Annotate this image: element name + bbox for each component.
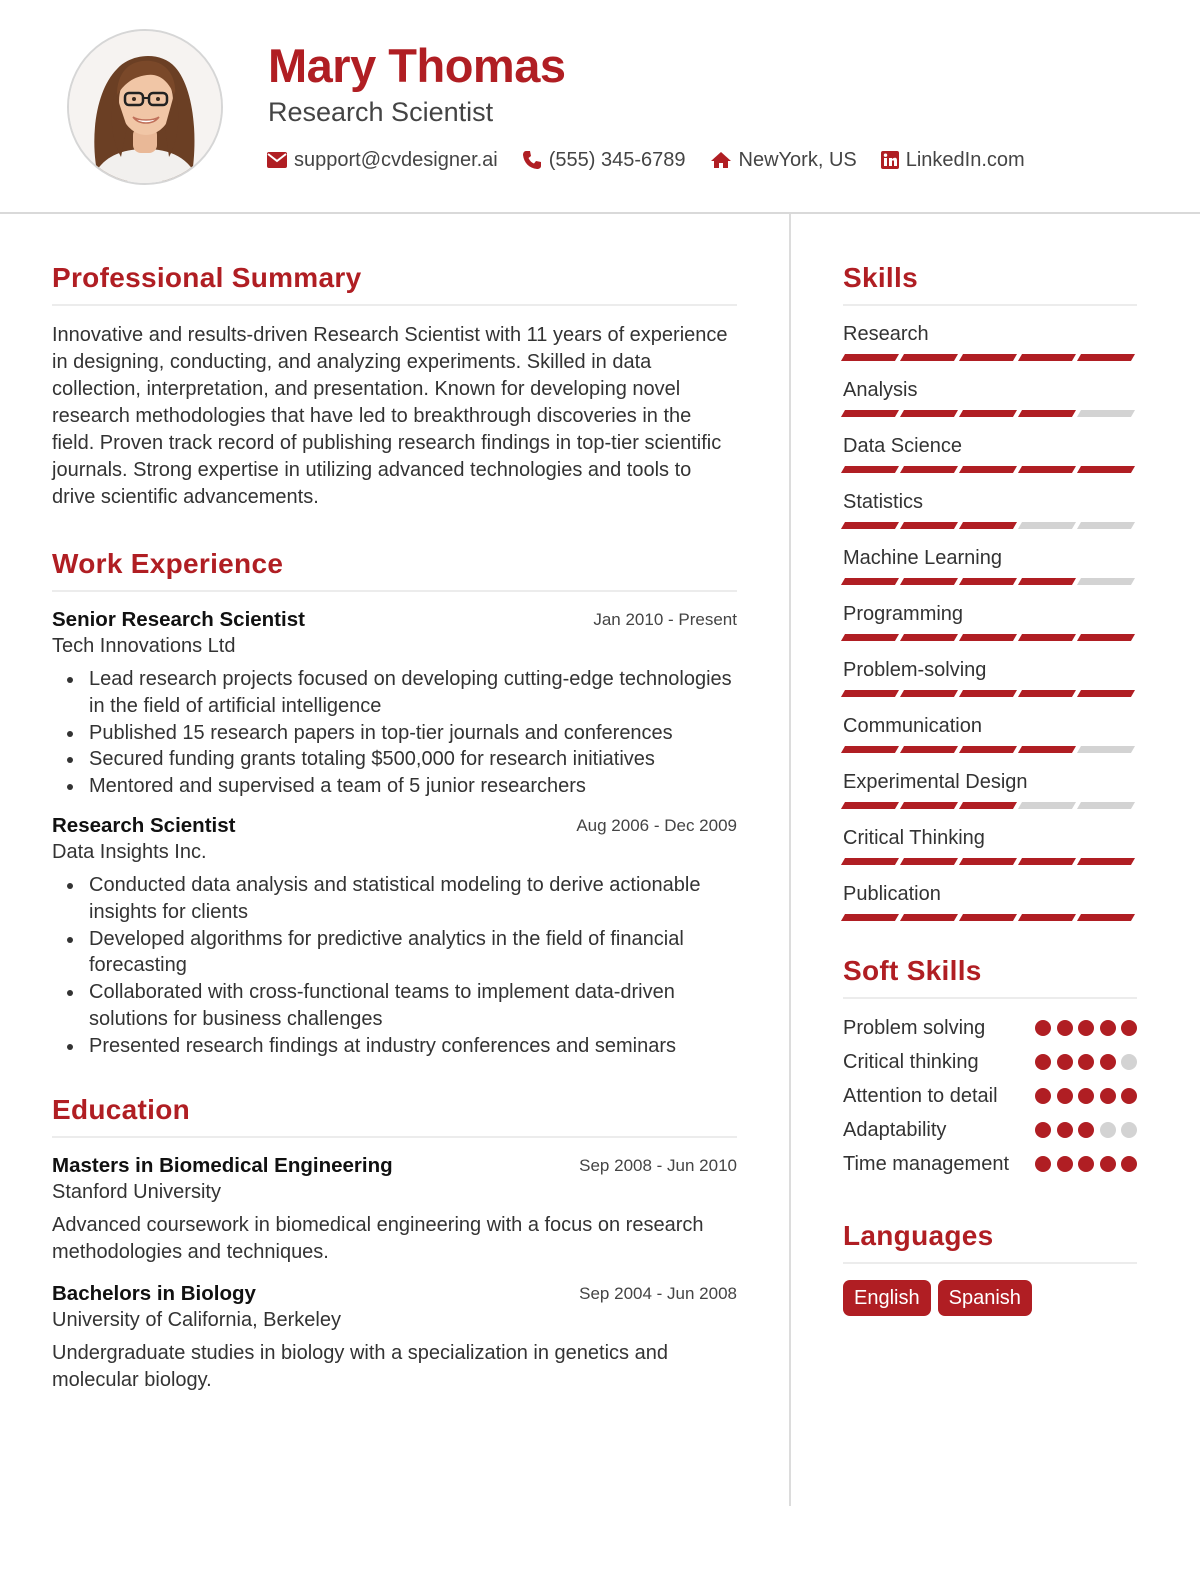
soft-skill-name: Adaptability: [843, 1119, 947, 1141]
skill-level-bar: [843, 354, 1137, 361]
candidate-title: Research Scientist: [268, 97, 494, 127]
skill-level-segment: [1018, 746, 1076, 753]
rating-dot: [1078, 1122, 1094, 1138]
rating-dot: [1121, 1088, 1137, 1104]
contact-info: [267, 145, 1049, 175]
rating-dot: [1121, 1054, 1137, 1070]
linkedin-icon: [881, 151, 899, 169]
job-company: Tech Innovations Ltd: [52, 635, 236, 657]
skill-name: Publication: [843, 883, 941, 905]
skill-item: [843, 544, 1137, 585]
skill-item: [843, 320, 1137, 361]
email-text: support@cvdesigner.ai: [294, 148, 498, 171]
skill-level-segment: [1077, 858, 1135, 865]
skill-item: [843, 768, 1137, 809]
job-bullet: Developed algorithms for predictive analytics in the field of financial forecasting: [89, 926, 737, 980]
skill-name: Analysis: [843, 379, 918, 401]
skill-level-segment: [1077, 746, 1135, 753]
skill-name: Programming: [843, 603, 964, 625]
skill-level-segment: [841, 466, 899, 473]
skill-name: Statistics: [843, 491, 924, 513]
skill-level-segment: [841, 410, 899, 417]
contact-email[interactable]: [267, 149, 498, 172]
summary-heading: Professional Summary: [52, 262, 737, 306]
rating-dot: [1100, 1088, 1116, 1104]
soft-skill-name: Attention to detail: [843, 1085, 998, 1107]
skill-level-segment: [841, 634, 899, 641]
column-divider: [789, 214, 791, 1506]
soft-skill-item: [843, 1015, 1137, 1042]
candidate-name: Mary Thomas: [268, 39, 566, 92]
education-date: Sep 2004 - Jun 2008: [579, 1283, 737, 1303]
rating-dot: [1057, 1122, 1073, 1138]
languages-list: [843, 1280, 1137, 1316]
soft-skill-rating: [1030, 1049, 1138, 1070]
education-entry: [52, 1154, 737, 1266]
rating-dot: [1121, 1122, 1137, 1138]
skill-item: [843, 488, 1137, 529]
job-title: Research Scientist: [52, 813, 236, 837]
rating-dot: [1100, 1122, 1116, 1138]
skill-level-segment: [841, 746, 899, 753]
skill-level-bar: [843, 914, 1137, 921]
skill-level-segment: [1018, 466, 1076, 473]
skill-item: [843, 712, 1137, 753]
job-entry: [52, 608, 737, 800]
rating-dot: [1100, 1054, 1116, 1070]
skill-level-segment: [1018, 354, 1076, 361]
soft-skill-rating: [1030, 1083, 1138, 1104]
skill-level-segment: [959, 354, 1017, 361]
job-company: Data Insights Inc.: [52, 840, 207, 863]
education-description: Advanced coursework in biomedical engineering with a focus on research methodologies and techniques.: [52, 1213, 704, 1263]
skill-level-segment: [1018, 410, 1076, 417]
skill-level-segment: [1018, 858, 1076, 865]
rating-dot: [1035, 1020, 1051, 1036]
rating-dot: [1100, 1156, 1116, 1172]
skill-level-segment: [959, 858, 1017, 865]
skill-level-segment: [900, 410, 958, 417]
soft-skill-rating: [1030, 1151, 1138, 1172]
skill-name: Communication: [843, 715, 982, 737]
skill-level-segment: [900, 914, 958, 921]
rating-dot: [1057, 1054, 1073, 1070]
skill-level-segment: [1018, 578, 1076, 585]
skill-level-segment: [1018, 802, 1076, 809]
soft-skill-name: Problem solving: [843, 1017, 986, 1039]
rating-dot: [1035, 1122, 1051, 1138]
skill-name: Experimental Design: [843, 771, 1028, 793]
contact-linkedin[interactable]: [881, 149, 1025, 172]
soft-skill-item: [843, 1049, 1137, 1076]
rating-dot: [1121, 1156, 1137, 1172]
skill-level-segment: [900, 522, 958, 529]
skill-level-segment: [959, 914, 1017, 921]
skill-level-segment: [1077, 522, 1135, 529]
skill-level-segment: [1077, 466, 1135, 473]
soft-skill-name: Critical thinking: [843, 1051, 979, 1073]
language-tag: Spanish: [938, 1280, 1032, 1316]
job-bullets: [52, 872, 737, 1060]
skill-item: [843, 656, 1137, 697]
rating-dot: [1035, 1088, 1051, 1104]
skill-level-segment: [900, 858, 958, 865]
skill-level-segment: [959, 746, 1017, 753]
skill-level-segment: [1018, 690, 1076, 697]
rating-dot: [1035, 1156, 1051, 1172]
skill-level-segment: [1077, 914, 1135, 921]
skill-level-segment: [1018, 522, 1076, 529]
linkedin-text: LinkedIn.com: [905, 148, 1025, 171]
soft-skill-rating: [1030, 1015, 1138, 1036]
rating-dot: [1057, 1156, 1073, 1172]
main-column: [52, 262, 737, 1394]
skill-level-segment: [1077, 690, 1135, 697]
skill-level-segment: [841, 914, 899, 921]
job-bullet: Presented research findings at industry conferences and seminars: [89, 1033, 737, 1060]
skill-level-bar: [843, 858, 1137, 865]
job-bullet: Lead research projects focused on developing cutting-edge technologies in the field of artificial intelligence: [89, 666, 737, 720]
job-bullet: Collaborated with cross-functional teams to implement data-driven solutions for business challenges: [89, 979, 737, 1033]
language-tag: English: [843, 1280, 931, 1316]
job-date: Jan 2010 - Present: [593, 610, 737, 629]
skill-level-bar: [843, 410, 1137, 417]
phone-text: (555) 345-6789: [548, 148, 686, 171]
rating-dot: [1078, 1088, 1094, 1104]
skill-name: Problem-solving: [843, 659, 987, 681]
soft-skill-item: [843, 1083, 1137, 1110]
skill-name: Machine Learning: [843, 547, 1002, 569]
skill-level-segment: [841, 354, 899, 361]
skill-level-segment: [959, 690, 1017, 697]
rating-dot: [1057, 1020, 1073, 1036]
job-bullet: Secured funding grants totaling $500,000 for research initiatives: [89, 746, 737, 773]
skill-level-segment: [1018, 634, 1076, 641]
sidebar-column: [843, 262, 1137, 1316]
degree-name: Masters in Biomedical Engineering: [52, 1153, 393, 1177]
education-entry: [52, 1282, 737, 1394]
languages-heading: Languages: [843, 1220, 1137, 1264]
contact-phone[interactable]: [522, 149, 686, 172]
skill-level-bar: [843, 690, 1137, 697]
rating-dot: [1078, 1054, 1094, 1070]
skill-level-bar: [843, 634, 1137, 641]
job-title: Senior Research Scientist: [52, 608, 305, 631]
rating-dot: [1121, 1020, 1137, 1036]
skill-level-bar: [843, 746, 1137, 753]
skill-level-segment: [1018, 914, 1076, 921]
location-text: NewYork, US: [738, 148, 857, 171]
skills-heading: Skills: [843, 262, 1137, 306]
summary-text: Innovative and results-driven Research Scientist with 11 years of experience in designing, conducting, and analyzing experiments. Skilled in data collection, interpretation, and presentation. Known for developing novel research methodologies that have led to breakthrough discoveries in the field. Proven track record of publishing research findings in top-tier scientific journals. Strong expertise in utilizing advanced technologies and tools to drive scientific advancements.: [52, 324, 728, 508]
skill-level-segment: [1077, 802, 1135, 809]
soft-skill-name: Time management: [843, 1153, 1009, 1175]
job-bullets: [52, 666, 737, 800]
soft-skill-item: [843, 1151, 1137, 1178]
skill-level-segment: [841, 690, 899, 697]
skill-level-segment: [900, 802, 958, 809]
skill-level-segment: [959, 802, 1017, 809]
skill-item: [843, 880, 1137, 921]
experience-heading: Work Experience: [52, 548, 737, 592]
skill-level-segment: [959, 410, 1017, 417]
profile-photo-illustration: [69, 31, 221, 183]
home-icon: [710, 151, 732, 169]
skill-level-segment: [1077, 578, 1135, 585]
skill-level-bar: [843, 802, 1137, 809]
job-date: Aug 2006 - Dec 2009: [576, 815, 737, 835]
skill-level-segment: [1077, 354, 1135, 361]
skill-item: [843, 376, 1137, 417]
soft-skills-heading: Soft Skills: [843, 955, 1137, 999]
skill-level-bar: [843, 522, 1137, 529]
soft-skills-list: [843, 1015, 1137, 1178]
skill-level-segment: [1077, 634, 1135, 641]
skill-level-segment: [1077, 410, 1135, 417]
education-heading: Education: [52, 1094, 737, 1138]
rating-dot: [1100, 1020, 1116, 1036]
job-bullet: Published 15 research papers in top-tier journals and conferences: [89, 720, 737, 747]
job-bullet: Mentored and supervised a team of 5 junior researchers: [89, 773, 737, 800]
school-name: Stanford University: [52, 1180, 221, 1203]
skill-level-segment: [841, 522, 899, 529]
contact-location: [710, 149, 857, 172]
rating-dot: [1035, 1054, 1051, 1070]
profile-photo: [67, 29, 223, 185]
skill-level-segment: [900, 578, 958, 585]
skill-item: [843, 600, 1137, 641]
skill-level-bar: [843, 578, 1137, 585]
education-description: Undergraduate studies in biology with a specialization in genetics and molecular biology.: [52, 1341, 668, 1391]
resume-header: [0, 0, 1200, 214]
skill-level-segment: [900, 354, 958, 361]
skill-level-segment: [959, 578, 1017, 585]
skill-level-segment: [959, 634, 1017, 641]
skill-item: [843, 824, 1137, 865]
rating-dot: [1078, 1020, 1094, 1036]
skill-level-segment: [841, 578, 899, 585]
skill-name: Data Science: [843, 435, 962, 457]
skill-item: [843, 432, 1137, 473]
skill-name: Research: [843, 323, 929, 345]
skill-level-segment: [900, 466, 958, 473]
skill-level-segment: [900, 746, 958, 753]
school-name: University of California, Berkeley: [52, 1308, 341, 1331]
skill-level-segment: [900, 634, 958, 641]
skill-level-segment: [900, 690, 958, 697]
phone-icon: [522, 150, 542, 170]
degree-name: Bachelors in Biology: [52, 1281, 256, 1305]
soft-skill-item: [843, 1117, 1137, 1144]
rating-dot: [1078, 1156, 1094, 1172]
soft-skill-rating: [1030, 1117, 1138, 1138]
skills-list: [843, 320, 1137, 921]
skill-level-bar: [843, 466, 1137, 473]
education-date: Sep 2008 - Jun 2010: [579, 1155, 737, 1175]
rating-dot: [1057, 1088, 1073, 1104]
skill-level-segment: [841, 802, 899, 809]
skill-level-segment: [959, 522, 1017, 529]
skill-level-segment: [959, 466, 1017, 473]
email-icon: [267, 152, 287, 168]
skill-level-segment: [841, 858, 899, 865]
skill-name: Critical Thinking: [843, 827, 985, 849]
job-entry: [52, 814, 737, 1060]
job-bullet: Conducted data analysis and statistical modeling to derive actionable insights for clients: [89, 872, 737, 926]
